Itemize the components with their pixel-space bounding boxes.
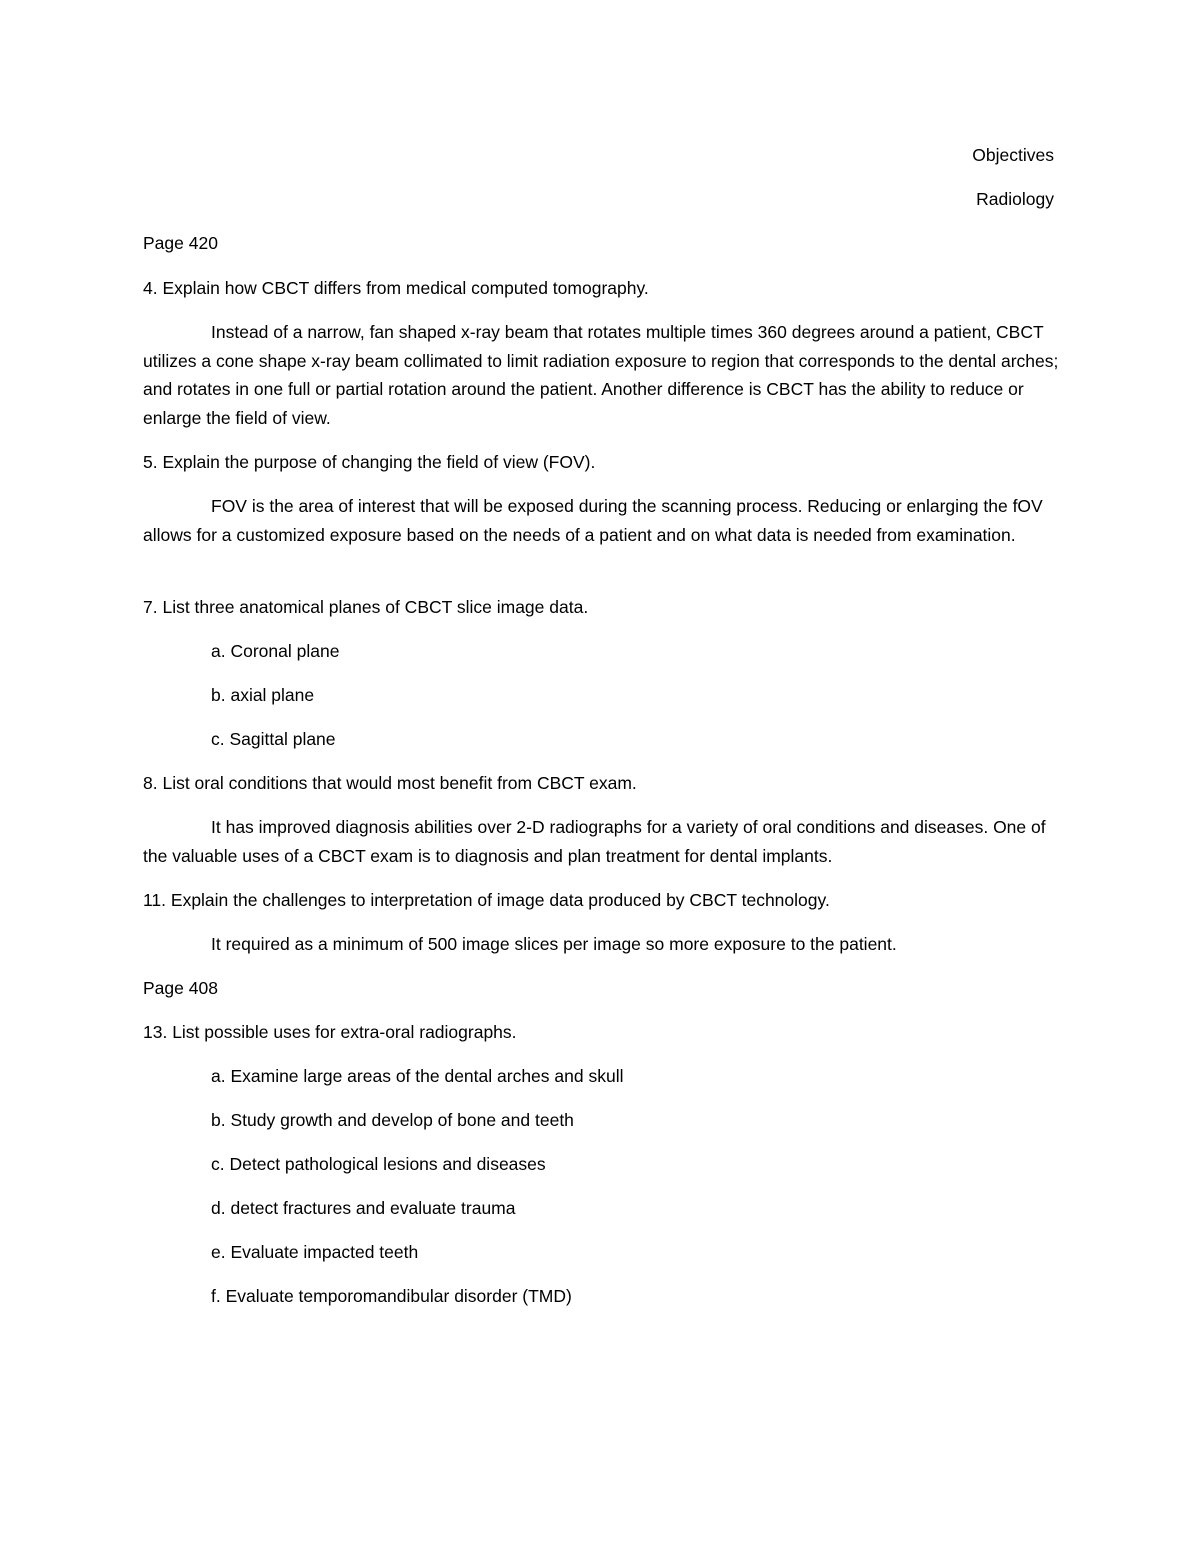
list-item-q13-f: f. Evaluate temporomandibular disorder (TMD)	[211, 1286, 572, 1306]
page-heading-408: Page 408	[143, 978, 218, 998]
list-item-q7-a: a. Coronal plane	[211, 641, 340, 661]
header-radiology: Radiology	[976, 189, 1054, 209]
list-item-q13-c: c. Detect pathological lesions and diseases	[211, 1154, 546, 1174]
list-item-q7-b: b. axial plane	[211, 685, 315, 705]
answer-5: FOV is the area of interest that will be exposed during the scanning process. Reducing or enlarging the fOV allows for a customized exposure based on the needs of a patient and on what data is needed from examination.	[143, 496, 1043, 545]
list-item-q13-d: d. detect fractures and evaluate trauma	[211, 1198, 516, 1218]
question-4: 4. Explain how CBCT differs from medical computed tomography.	[143, 278, 649, 298]
answer-4: Instead of a narrow, fan shaped x-ray beam that rotates multiple times 360 degrees around a patient, CBCT utilizes a cone shape x-ray beam collimated to limit radiation exposure to region that corresponds to the dental arches; and rotates in one full or partial rotation around the patient. Another difference is CBCT has the ability to reduce or enlarge the field of view.	[143, 322, 1059, 428]
answer-11: It required as a minimum of 500 image slices per image so more exposure to the patient.	[211, 934, 897, 954]
page-heading-420: Page 420	[143, 233, 218, 253]
list-item-q13-a: a. Examine large areas of the dental arches and skull	[211, 1066, 624, 1086]
list-item-q13-e: e. Evaluate impacted teeth	[211, 1242, 419, 1262]
answer-8: It has improved diagnosis abilities over 2-D radiographs for a variety of oral conditions and diseases. One of the valuable uses of a CBCT exam is to diagnosis and plan treatment for dental implants.	[143, 817, 1046, 866]
question-5: 5. Explain the purpose of changing the field of view (FOV).	[143, 452, 596, 472]
list-item-q7-c: c. Sagittal plane	[211, 729, 336, 749]
header-objectives: Objectives	[972, 145, 1054, 165]
question-7: 7. List three anatomical planes of CBCT slice image data.	[143, 597, 589, 617]
list-item-q13-b: b. Study growth and develop of bone and teeth	[211, 1110, 574, 1130]
question-11: 11. Explain the challenges to interpretation of image data produced by CBCT technology.	[143, 890, 830, 910]
question-13: 13. List possible uses for extra-oral radiographs.	[143, 1022, 517, 1042]
question-8: 8. List oral conditions that would most benefit from CBCT exam.	[143, 773, 637, 793]
